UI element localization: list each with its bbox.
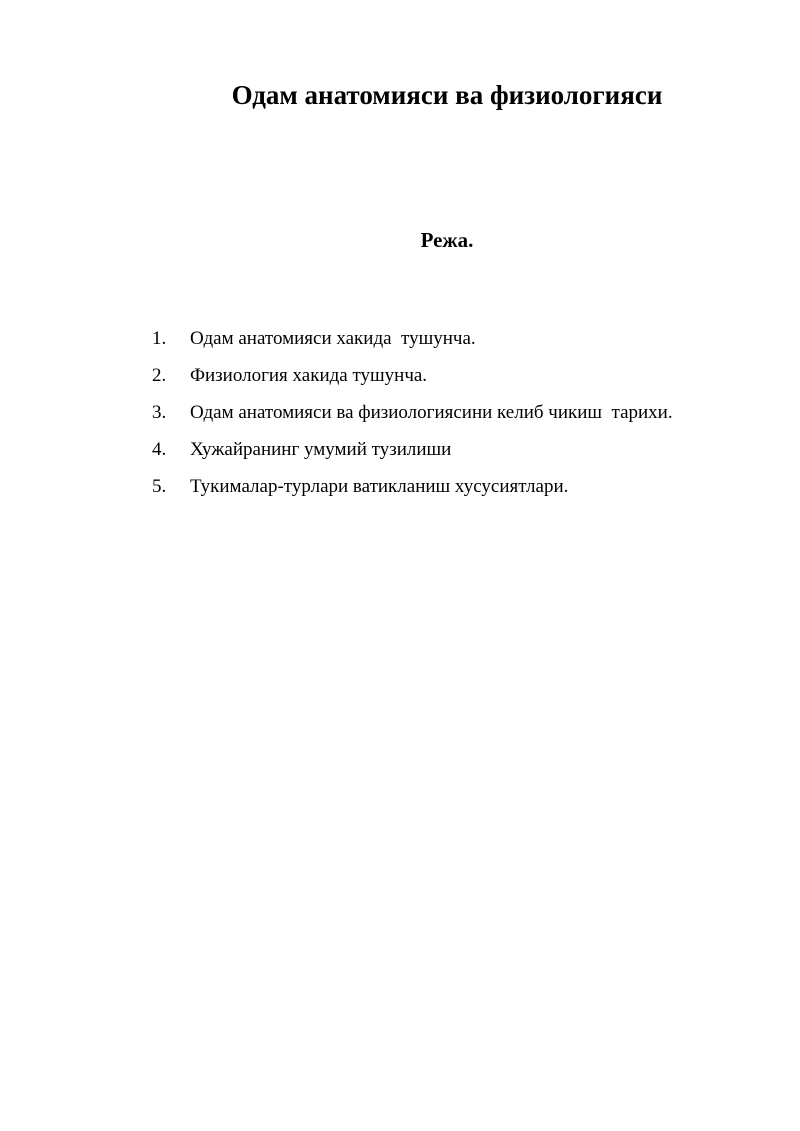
plan-item xyxy=(152,431,673,468)
plan-item-number: 4. xyxy=(152,438,167,460)
plan-item xyxy=(152,357,673,394)
plan-item-text: Физиология хакида тушунча. xyxy=(190,364,428,386)
document-title: Одам анатомияси ва физиологияси xyxy=(231,80,663,110)
plan-heading: Режа. xyxy=(420,228,474,252)
plan-item xyxy=(152,468,673,505)
plan-item-text: Одам анатомияси хакида тушунча. xyxy=(190,327,476,349)
plan-item xyxy=(152,320,673,357)
plan-item xyxy=(152,394,673,431)
plan-item-text: Хужайранинг умумий тузилиши xyxy=(190,438,452,460)
plan-item-text: Тукималар-турлари ватикланиш хусусиятлари. xyxy=(190,475,569,497)
plan-item-number: 1. xyxy=(152,327,167,349)
plan-list xyxy=(152,320,673,505)
plan-item-number: 2. xyxy=(152,364,167,386)
plan-item-number: 3. xyxy=(152,401,167,423)
plan-item-number: 5. xyxy=(152,475,167,497)
plan-item-text: Одам анатомияси ва физиологиясини келиб чикиш тарихи. xyxy=(190,401,673,423)
